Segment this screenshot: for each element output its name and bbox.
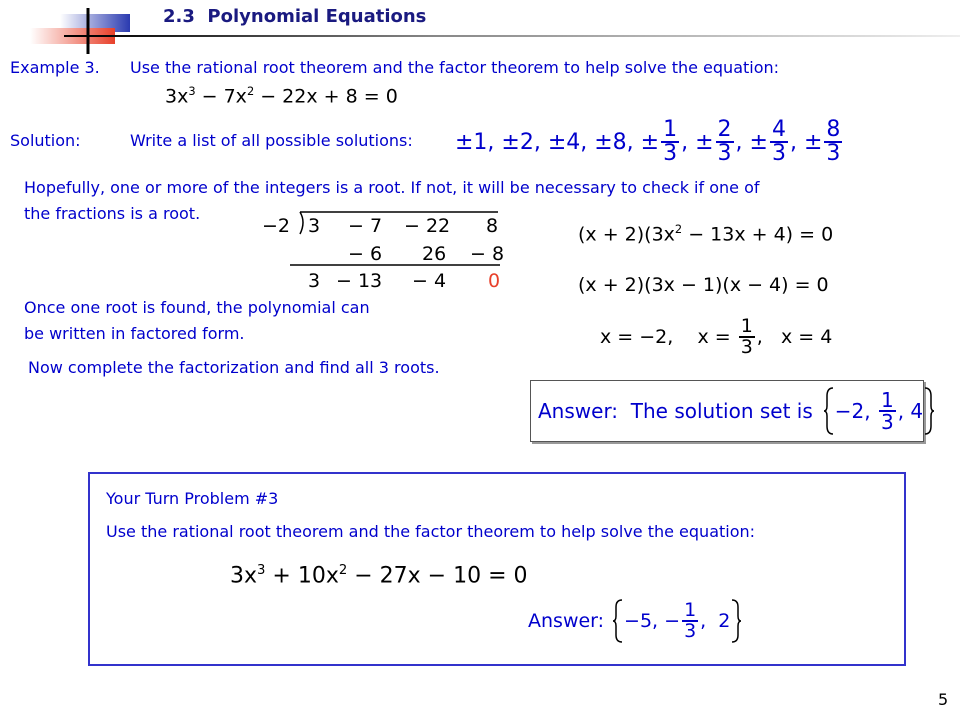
- hope-line-2: the fractions is a root.: [24, 204, 201, 223]
- example-instruction: Use the rational root theorem and the factor theorem to help solve the equation:: [130, 58, 780, 77]
- right-brace-icon: [923, 386, 935, 436]
- row3-c2: − 13: [336, 270, 383, 292]
- once-line-1: Once one root is found, the polynomial can: [24, 298, 370, 317]
- hope-line-1: Hopefully, one or more of the integers is a root. If not, it will be necessary to check if one of: [24, 178, 760, 197]
- your-turn-equation: $3x^3 + 10x^2 - 27x - 10 = 0$: [230, 563, 528, 589]
- row3-c1: 3: [308, 270, 321, 292]
- sep-1: , ±: [681, 129, 714, 155]
- solution-label: Solution:: [10, 131, 81, 150]
- row2-c3: 26: [422, 243, 447, 265]
- header-rule: [88, 35, 960, 37]
- example-equation: [165, 84, 398, 107]
- answer-value-1: −2,: [834, 399, 877, 423]
- eq-exp-2: 2: [246, 84, 255, 98]
- answer-label: Answer: The solution set is: [538, 399, 813, 423]
- eq-exp-3: 3: [188, 84, 196, 98]
- roots-line: x = −2, x = $\frac{1}{3}$ , x = 4: [600, 315, 833, 358]
- solution-text: Write a list of all possible solutions:: [130, 131, 413, 150]
- logo-graphic: [0, 0, 160, 60]
- integer-roots: ±1, ±2, ±4, ±8, ±: [455, 129, 660, 155]
- synthetic-remainder: 0: [488, 270, 501, 292]
- example-label: Example 3.: [10, 58, 100, 77]
- answer-value-3: , 4: [897, 399, 924, 423]
- page-title: 2.3 Polynomial Equations: [163, 6, 427, 27]
- eq-term-quadratic: − 7x: [195, 85, 247, 108]
- fraction-4-3: $\frac{4}{3}$: [771, 117, 786, 166]
- sep-3: , ±: [789, 129, 823, 155]
- row1-c2: − 7: [348, 215, 383, 237]
- right-brace-icon: [730, 598, 742, 644]
- synthetic-division: [262, 210, 512, 300]
- row2-c2: − 6: [348, 243, 383, 265]
- your-turn-answer-label: Answer:: [528, 610, 605, 632]
- sep-2: , ±: [735, 129, 768, 155]
- your-turn-instruction: Use the rational root theorem and the factor theorem to help solve the equation:: [106, 522, 756, 541]
- answer-content: [538, 383, 935, 439]
- possible-roots-list: [455, 112, 844, 172]
- factored-line-2: (x + 2)(3x − 1)(x − 4) = 0: [578, 274, 829, 296]
- fraction-2-3: $\frac{2}{3}$: [717, 117, 732, 166]
- your-turn-title: Your Turn Problem #3: [106, 489, 279, 508]
- now-text: Now complete the factorization and find all 3 roots.: [28, 358, 440, 377]
- root-fraction: $\frac{1}{3}$: [740, 315, 753, 358]
- fraction-8-3: $\frac{8}{3}$: [826, 117, 841, 166]
- your-turn-fraction: $\frac{1}{3}$: [684, 599, 697, 642]
- once-line-2: be written in factored form.: [24, 324, 245, 343]
- row3-c3: − 4: [412, 270, 447, 292]
- row2-c4: − 8: [470, 243, 505, 265]
- eq-term-cubic: 3x: [165, 85, 189, 108]
- your-turn-answer: Answer: −5, − $\frac{1}{3}$ , 2: [528, 596, 742, 646]
- factored-line-1: $(x + 2)(3x^2 - 13x + 4) = 0$: [578, 222, 834, 246]
- row1-c3: − 22: [404, 215, 451, 237]
- header-decoration: [0, 0, 160, 60]
- answer-fraction: $\frac{1}{3}$: [880, 388, 894, 434]
- eq-term-rest: − 22x + 8 = 0: [254, 85, 398, 108]
- row1-c4: 8: [486, 215, 499, 237]
- row1-c1: 3: [308, 215, 321, 237]
- left-brace-icon: [823, 386, 835, 436]
- fraction-1-3: $\frac{1}{3}$: [663, 117, 678, 166]
- left-brace-icon: [612, 598, 624, 644]
- page-number: 5: [938, 690, 949, 709]
- synthetic-divisor: −2: [262, 215, 291, 237]
